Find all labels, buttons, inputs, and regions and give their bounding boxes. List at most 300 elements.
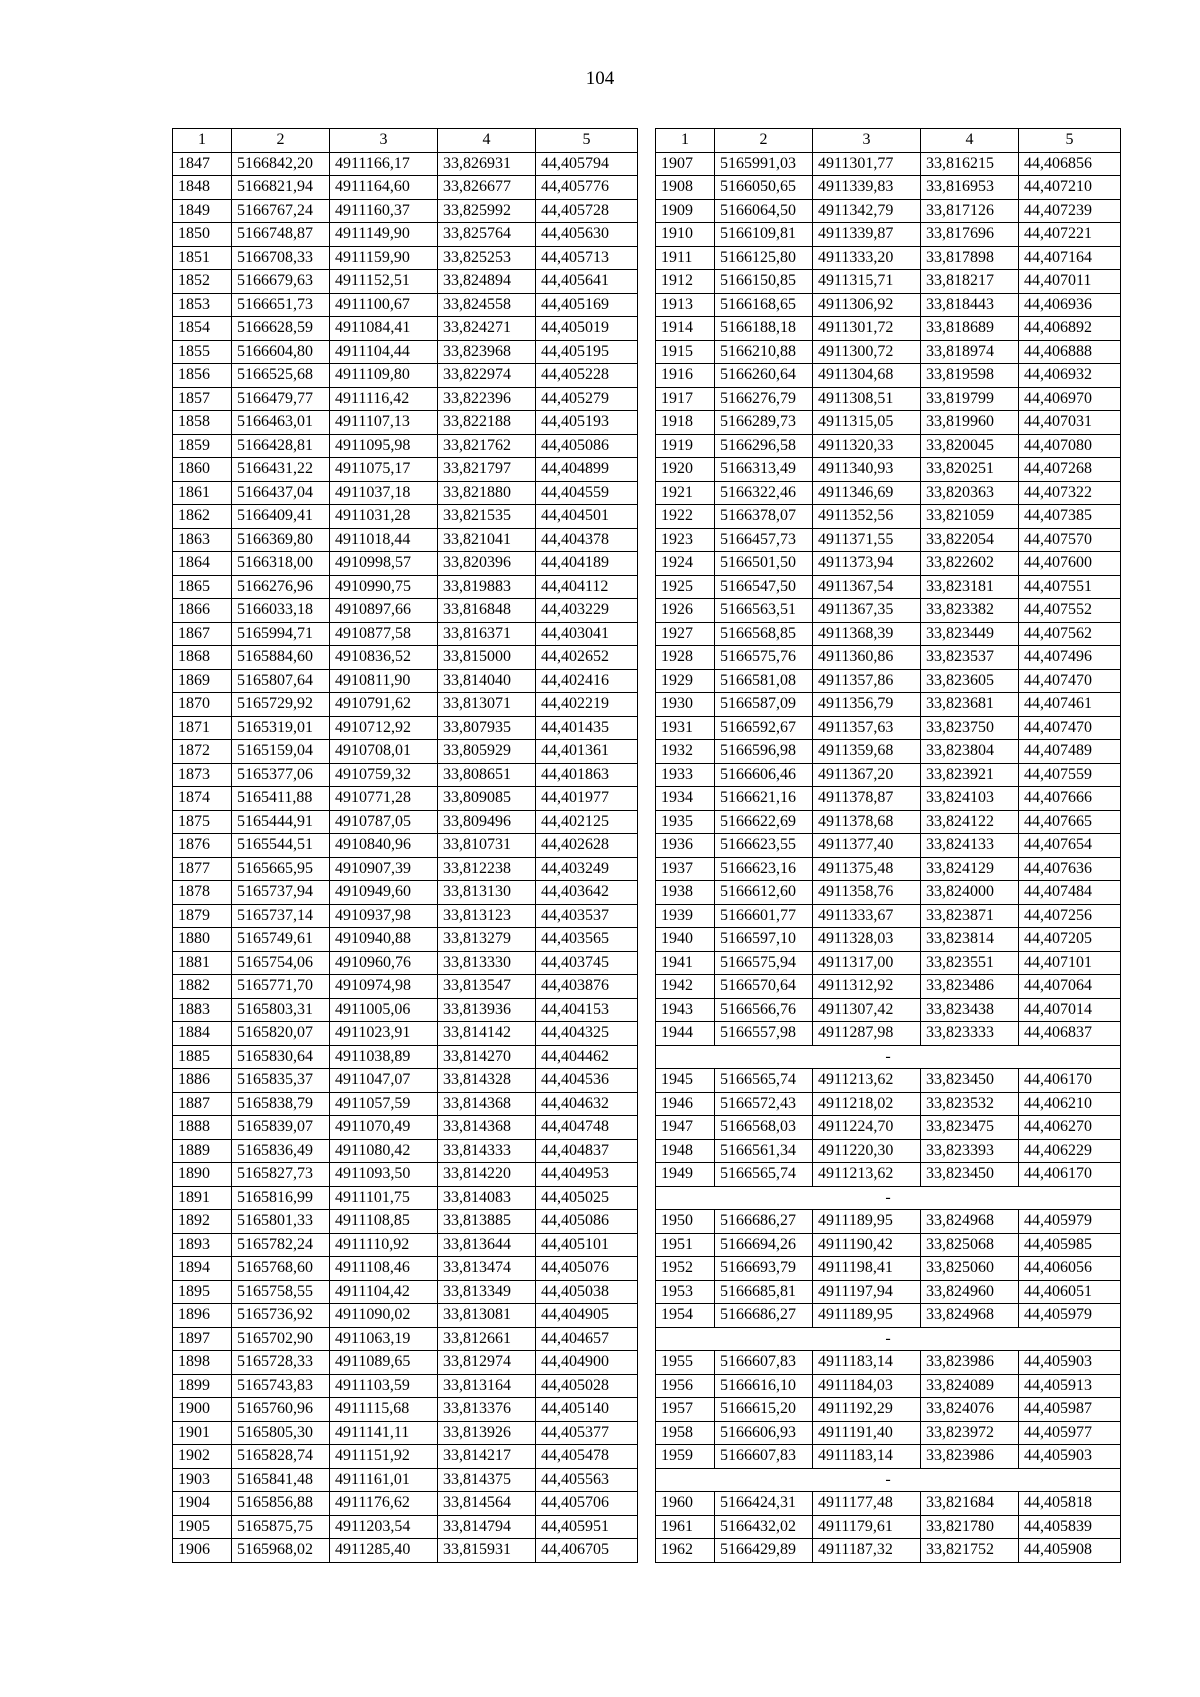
table-cell: 4911110,92 (330, 1233, 438, 1257)
table-cell: 33,825068 (921, 1233, 1019, 1257)
table-row (173, 434, 638, 458)
table-cell: 44,405193 (536, 411, 638, 435)
table-cell: 4911315,71 (813, 270, 921, 294)
table-cell: 1920 (656, 458, 715, 482)
table-cell: 4910897,66 (330, 599, 438, 623)
table-cell: 33,824089 (921, 1374, 1019, 1398)
table-cell: 44,407268 (1019, 458, 1121, 482)
table-row (173, 857, 638, 881)
table-row (173, 716, 638, 740)
table-cell: 44,405140 (536, 1398, 638, 1422)
table-cell: 33,825253 (438, 246, 536, 270)
table-row (173, 834, 638, 858)
table-cell: 5166428,81 (232, 434, 330, 458)
table-cell: 1852 (173, 270, 232, 294)
table-cell: 4911218,02 (813, 1092, 921, 1116)
table-row (656, 458, 1121, 482)
table-cell: 1865 (173, 575, 232, 599)
table-row (173, 387, 638, 411)
table-cell: 5166457,73 (715, 528, 813, 552)
table-cell: 5166651,73 (232, 293, 330, 317)
table-cell: 1913 (656, 293, 715, 317)
table-row (173, 575, 638, 599)
table-row (656, 622, 1121, 646)
table-row (656, 1374, 1121, 1398)
table-cell: 5165377,06 (232, 763, 330, 787)
table-cell: 33,813130 (438, 881, 536, 905)
table-row (656, 1163, 1121, 1187)
table-cell: 33,816848 (438, 599, 536, 623)
table-cell: 5166289,73 (715, 411, 813, 435)
table-cell: 33,822974 (438, 364, 536, 388)
table-cell: 1860 (173, 458, 232, 482)
table-cell: 44,405377 (536, 1421, 638, 1445)
table-row (173, 481, 638, 505)
table-cell: 5166547,50 (715, 575, 813, 599)
table-cell: 44,403876 (536, 975, 638, 999)
table-cell: 44,407665 (1019, 810, 1121, 834)
table-cell: 5165807,64 (232, 669, 330, 693)
table-cell: 44,406837 (1019, 1022, 1121, 1046)
table-cell: 44,404153 (536, 998, 638, 1022)
table-cell: 4911031,28 (330, 505, 438, 529)
table-cell: 44,405977 (1019, 1421, 1121, 1445)
table-cell: 44,406932 (1019, 364, 1121, 388)
table-cell: 33,809085 (438, 787, 536, 811)
table-row (173, 975, 638, 999)
table-cell: 4911301,72 (813, 317, 921, 341)
table-row (173, 1492, 638, 1516)
table-cell: 44,403745 (536, 951, 638, 975)
header-row (656, 129, 1121, 153)
table-cell: 1878 (173, 881, 232, 905)
table-cell: 4910840,96 (330, 834, 438, 858)
table-row (656, 904, 1121, 928)
table-cell: 4911378,87 (813, 787, 921, 811)
table-cell: 4910791,62 (330, 693, 438, 717)
table-row (656, 1257, 1121, 1281)
table-cell: 4911308,51 (813, 387, 921, 411)
table-cell: 5165411,88 (232, 787, 330, 811)
table-cell: 33,822188 (438, 411, 536, 435)
table-cell: 44,405641 (536, 270, 638, 294)
table-cell: 44,407636 (1019, 857, 1121, 881)
table-cell: 4911189,95 (813, 1210, 921, 1234)
table-cell: 5165884,60 (232, 646, 330, 670)
table-cell: 33,814142 (438, 1022, 536, 1046)
table-cell: 44,405913 (1019, 1374, 1121, 1398)
table-cell: 4910771,28 (330, 787, 438, 811)
separator-row (656, 1468, 1121, 1492)
table-cell: 4911312,92 (813, 975, 921, 999)
table-cell: 33,813474 (438, 1257, 536, 1281)
table-cell: 33,823681 (921, 693, 1019, 717)
table-cell: 5165839,07 (232, 1116, 330, 1140)
table-cell: 4911047,07 (330, 1069, 438, 1093)
table-cell: 4911300,72 (813, 340, 921, 364)
table-cell: 44,407552 (1019, 599, 1121, 623)
table-cell: 44,404905 (536, 1304, 638, 1328)
table-cell: 5165444,91 (232, 810, 330, 834)
table-cell: 5166570,64 (715, 975, 813, 999)
table-cell: 1849 (173, 199, 232, 223)
table-cell: 1871 (173, 716, 232, 740)
table-row (173, 1233, 638, 1257)
table-cell: 4911190,42 (813, 1233, 921, 1257)
table-cell: 1956 (656, 1374, 715, 1398)
table-cell: 1906 (173, 1539, 232, 1563)
table-cell: 4911095,98 (330, 434, 438, 458)
table-cell: 33,823804 (921, 740, 1019, 764)
table-cell: 4911038,89 (330, 1045, 438, 1069)
table-cell: 5166565,74 (715, 1069, 813, 1093)
table-cell: 5166622,69 (715, 810, 813, 834)
table-cell: 1848 (173, 176, 232, 200)
table-cell: 5165827,73 (232, 1163, 330, 1187)
table-cell: 5166109,81 (715, 223, 813, 247)
table-cell: 1943 (656, 998, 715, 1022)
table-cell: 1896 (173, 1304, 232, 1328)
table-row (656, 951, 1121, 975)
table-cell: 33,814270 (438, 1045, 536, 1069)
table-cell: 33,823551 (921, 951, 1019, 975)
table-cell: 44,407654 (1019, 834, 1121, 858)
table-cell: 1894 (173, 1257, 232, 1281)
table-cell: 1957 (656, 1398, 715, 1422)
table-cell: 5166621,16 (715, 787, 813, 811)
table-cell: 44,405713 (536, 246, 638, 270)
table-cell: 5165736,92 (232, 1304, 330, 1328)
table-cell: 1881 (173, 951, 232, 975)
table-cell: 33,815000 (438, 646, 536, 670)
table-cell: 44,405169 (536, 293, 638, 317)
table-row (656, 1351, 1121, 1375)
table-cell: 5165737,14 (232, 904, 330, 928)
table-cell: 5166693,79 (715, 1257, 813, 1281)
table-cell: 33,825060 (921, 1257, 1019, 1281)
table-cell: 33,823972 (921, 1421, 1019, 1445)
table-cell: 33,820045 (921, 434, 1019, 458)
table-cell: 1902 (173, 1445, 232, 1469)
table-cell: 44,405076 (536, 1257, 638, 1281)
table-cell: 44,405979 (1019, 1304, 1121, 1328)
table-cell: 44,405794 (536, 152, 638, 176)
table-cell: 5165749,61 (232, 928, 330, 952)
table-cell: 5166623,16 (715, 857, 813, 881)
table-row (656, 528, 1121, 552)
table-cell: 44,401435 (536, 716, 638, 740)
table-cell: 4911317,00 (813, 951, 921, 975)
table-cell: 4911320,33 (813, 434, 921, 458)
table-row (656, 810, 1121, 834)
separator-row (656, 1045, 1121, 1069)
table-cell: 1922 (656, 505, 715, 529)
table-cell: 33,823333 (921, 1022, 1019, 1046)
table-cell: 5166628,59 (232, 317, 330, 341)
table-cell: 1945 (656, 1069, 715, 1093)
table-cell: 33,824968 (921, 1210, 1019, 1234)
table-cell: 5165820,07 (232, 1022, 330, 1046)
table-cell: 4911187,32 (813, 1539, 921, 1563)
table-cell: 4911342,79 (813, 199, 921, 223)
table-cell: 1958 (656, 1421, 715, 1445)
table-cell: 1895 (173, 1280, 232, 1304)
table-cell: 1884 (173, 1022, 232, 1046)
table-cell: 1930 (656, 693, 715, 717)
table-cell: 4911063,19 (330, 1327, 438, 1351)
table-cell: 4911176,62 (330, 1492, 438, 1516)
table-cell: 5165816,99 (232, 1186, 330, 1210)
table-cell: 4911213,62 (813, 1163, 921, 1187)
table-cell: 5165159,04 (232, 740, 330, 764)
table-cell: 33,824129 (921, 857, 1019, 881)
table-cell: 44,407496 (1019, 646, 1121, 670)
table-cell: 33,818443 (921, 293, 1019, 317)
table-cell: 33,823475 (921, 1116, 1019, 1140)
table-cell: 1949 (656, 1163, 715, 1187)
table-cell: 4911356,79 (813, 693, 921, 717)
table-cell: 1857 (173, 387, 232, 411)
table-cell: 33,818217 (921, 270, 1019, 294)
table-row (656, 928, 1121, 952)
table-cell: 33,813644 (438, 1233, 536, 1257)
table-cell: 5165544,51 (232, 834, 330, 858)
table-cell: 1910 (656, 223, 715, 247)
table-cell: 1851 (173, 246, 232, 270)
table-row (656, 693, 1121, 717)
table-cell: 1944 (656, 1022, 715, 1046)
table-cell: 33,815931 (438, 1539, 536, 1563)
table-cell: 33,821041 (438, 528, 536, 552)
table-cell: 4911090,02 (330, 1304, 438, 1328)
table-cell: 1889 (173, 1139, 232, 1163)
table-cell: 1926 (656, 599, 715, 623)
column-header: 4 (438, 129, 536, 153)
table-cell: 44,405979 (1019, 1210, 1121, 1234)
table-row (173, 787, 638, 811)
table-cell: 4911346,69 (813, 481, 921, 505)
table-row (173, 1468, 638, 1492)
table-cell: 5165702,90 (232, 1327, 330, 1351)
table-cell: 44,403537 (536, 904, 638, 928)
table-cell: 1900 (173, 1398, 232, 1422)
table-cell: 5166587,09 (715, 693, 813, 717)
table-cell: 33,823486 (921, 975, 1019, 999)
table-cell: 44,405228 (536, 364, 638, 388)
table-cell: 1939 (656, 904, 715, 928)
table-cell: 33,820396 (438, 552, 536, 576)
table-cell: 5166125,80 (715, 246, 813, 270)
table-cell: 44,404189 (536, 552, 638, 576)
table-row (173, 364, 638, 388)
table-cell: 33,823181 (921, 575, 1019, 599)
table-cell: 4911141,11 (330, 1421, 438, 1445)
table-cell: 4911340,93 (813, 458, 921, 482)
table-row (173, 340, 638, 364)
table-cell: 33,813926 (438, 1421, 536, 1445)
table-row (656, 998, 1121, 1022)
table-cell: 4911183,14 (813, 1351, 921, 1375)
table-row (656, 411, 1121, 435)
table-cell: 33,813330 (438, 951, 536, 975)
table-cell: 4910937,98 (330, 904, 438, 928)
table-cell: 5166686,27 (715, 1304, 813, 1328)
column-header: 3 (330, 129, 438, 153)
table-cell: 1877 (173, 857, 232, 881)
table-cell: 44,401361 (536, 740, 638, 764)
table-row (173, 1304, 638, 1328)
table-cell: 5166568,85 (715, 622, 813, 646)
table-cell: 4911184,03 (813, 1374, 921, 1398)
table-cell: 4911358,76 (813, 881, 921, 905)
table-cell: 4911367,35 (813, 599, 921, 623)
table-cell: 1932 (656, 740, 715, 764)
table-row (173, 317, 638, 341)
table-cell: 5165968,02 (232, 1539, 330, 1563)
table-row (656, 1492, 1121, 1516)
table-cell: 4911103,59 (330, 1374, 438, 1398)
table-cell: 5165835,37 (232, 1069, 330, 1093)
coordinates-table-right (655, 128, 1121, 1563)
table-cell: 33,824558 (438, 293, 536, 317)
table-row (656, 1210, 1121, 1234)
table-cell: 33,813279 (438, 928, 536, 952)
table-cell: 5165768,60 (232, 1257, 330, 1281)
table-cell: 4910907,39 (330, 857, 438, 881)
table-cell: 44,406270 (1019, 1116, 1121, 1140)
table-cell: 1850 (173, 223, 232, 247)
table-cell: 44,407064 (1019, 975, 1121, 999)
table-cell: 5166606,93 (715, 1421, 813, 1445)
table-cell: 1864 (173, 552, 232, 576)
table-cell: 1856 (173, 364, 232, 388)
table-cell: 5165760,96 (232, 1398, 330, 1422)
table-cell: 4911160,37 (330, 199, 438, 223)
table-cell: 5166525,68 (232, 364, 330, 388)
table-cell: 4910759,32 (330, 763, 438, 787)
table-cell: 5165875,75 (232, 1515, 330, 1539)
table-row (656, 881, 1121, 905)
table-cell: 5166429,89 (715, 1539, 813, 1563)
table-cell: 44,407551 (1019, 575, 1121, 599)
table-cell: 5165830,64 (232, 1045, 330, 1069)
table-row (173, 1280, 638, 1304)
table-cell: 44,404112 (536, 575, 638, 599)
table-cell: 4910990,75 (330, 575, 438, 599)
table-cell: 4911224,70 (813, 1116, 921, 1140)
table-cell: 44,405908 (1019, 1539, 1121, 1563)
table-row (173, 246, 638, 270)
table-cell: 44,405086 (536, 434, 638, 458)
table-cell: 4911304,68 (813, 364, 921, 388)
table-cell: 33,823750 (921, 716, 1019, 740)
table-cell: 44,404632 (536, 1092, 638, 1116)
table-cell: 5166566,76 (715, 998, 813, 1022)
table-cell: 1859 (173, 434, 232, 458)
table-cell: 33,824076 (921, 1398, 1019, 1422)
table-cell: 1933 (656, 763, 715, 787)
table-cell: 4911018,44 (330, 528, 438, 552)
table-cell: 4911159,90 (330, 246, 438, 270)
table-cell: 33,825992 (438, 199, 536, 223)
table-cell: 33,813885 (438, 1210, 536, 1234)
table-row (656, 1139, 1121, 1163)
table-cell: 5166679,63 (232, 270, 330, 294)
table-row (173, 1327, 638, 1351)
table-cell: 1948 (656, 1139, 715, 1163)
table-cell: 44,407470 (1019, 716, 1121, 740)
table-row (656, 481, 1121, 505)
table-cell: 33,820251 (921, 458, 1019, 482)
table-cell: 44,407205 (1019, 928, 1121, 952)
table-cell: 33,823968 (438, 340, 536, 364)
separator-dash: - (656, 1468, 1121, 1492)
table-row (173, 763, 638, 787)
table-cell: 44,402416 (536, 669, 638, 693)
table-cell: 33,821535 (438, 505, 536, 529)
table-cell: 4911152,51 (330, 270, 438, 294)
table-cell: 44,404536 (536, 1069, 638, 1093)
table-cell: 44,404657 (536, 1327, 638, 1351)
table-cell: 1912 (656, 270, 715, 294)
table-cell: 1862 (173, 505, 232, 529)
table-cell: 4911328,03 (813, 928, 921, 952)
table-cell: 1853 (173, 293, 232, 317)
table-row (656, 270, 1121, 294)
table-cell: 44,405987 (1019, 1398, 1121, 1422)
table-row (656, 199, 1121, 223)
table-cell: 44,405630 (536, 223, 638, 247)
table-cell: 4911161,01 (330, 1468, 438, 1492)
table-row (656, 1280, 1121, 1304)
table-cell: 1905 (173, 1515, 232, 1539)
table-row (173, 1398, 638, 1422)
table-cell: 4911367,54 (813, 575, 921, 599)
table-row (173, 552, 638, 576)
table-cell: 1960 (656, 1492, 715, 1516)
table-cell: 5165836,49 (232, 1139, 330, 1163)
table-cell: 5165737,94 (232, 881, 330, 905)
table-cell: 44,407600 (1019, 552, 1121, 576)
table-cell: 33,823537 (921, 646, 1019, 670)
table-row (173, 411, 638, 435)
table-cell: 44,405951 (536, 1515, 638, 1539)
table-cell: 1858 (173, 411, 232, 435)
table-cell: 5166050,65 (715, 176, 813, 200)
table-cell: 33,824000 (921, 881, 1019, 905)
table-row (173, 881, 638, 905)
table-cell: 44,403642 (536, 881, 638, 905)
table-cell: 5166612,60 (715, 881, 813, 905)
header-row (173, 129, 638, 153)
table-cell: 44,405818 (1019, 1492, 1121, 1516)
separator-dash: - (656, 1045, 1121, 1069)
table-row (656, 599, 1121, 623)
table-cell: 44,407489 (1019, 740, 1121, 764)
table-cell: 44,406892 (1019, 317, 1121, 341)
table-cell: 44,407210 (1019, 176, 1121, 200)
column-header: 1 (656, 129, 715, 153)
table-cell: 44,407031 (1019, 411, 1121, 435)
table-cell: 33,813547 (438, 975, 536, 999)
table-cell: 33,813349 (438, 1280, 536, 1304)
table-cell: 33,823871 (921, 904, 1019, 928)
table-cell: 44,406170 (1019, 1069, 1121, 1093)
table-cell: 4911285,40 (330, 1539, 438, 1563)
table-cell: 4911057,59 (330, 1092, 438, 1116)
table-row (173, 1421, 638, 1445)
table-cell: 1874 (173, 787, 232, 811)
